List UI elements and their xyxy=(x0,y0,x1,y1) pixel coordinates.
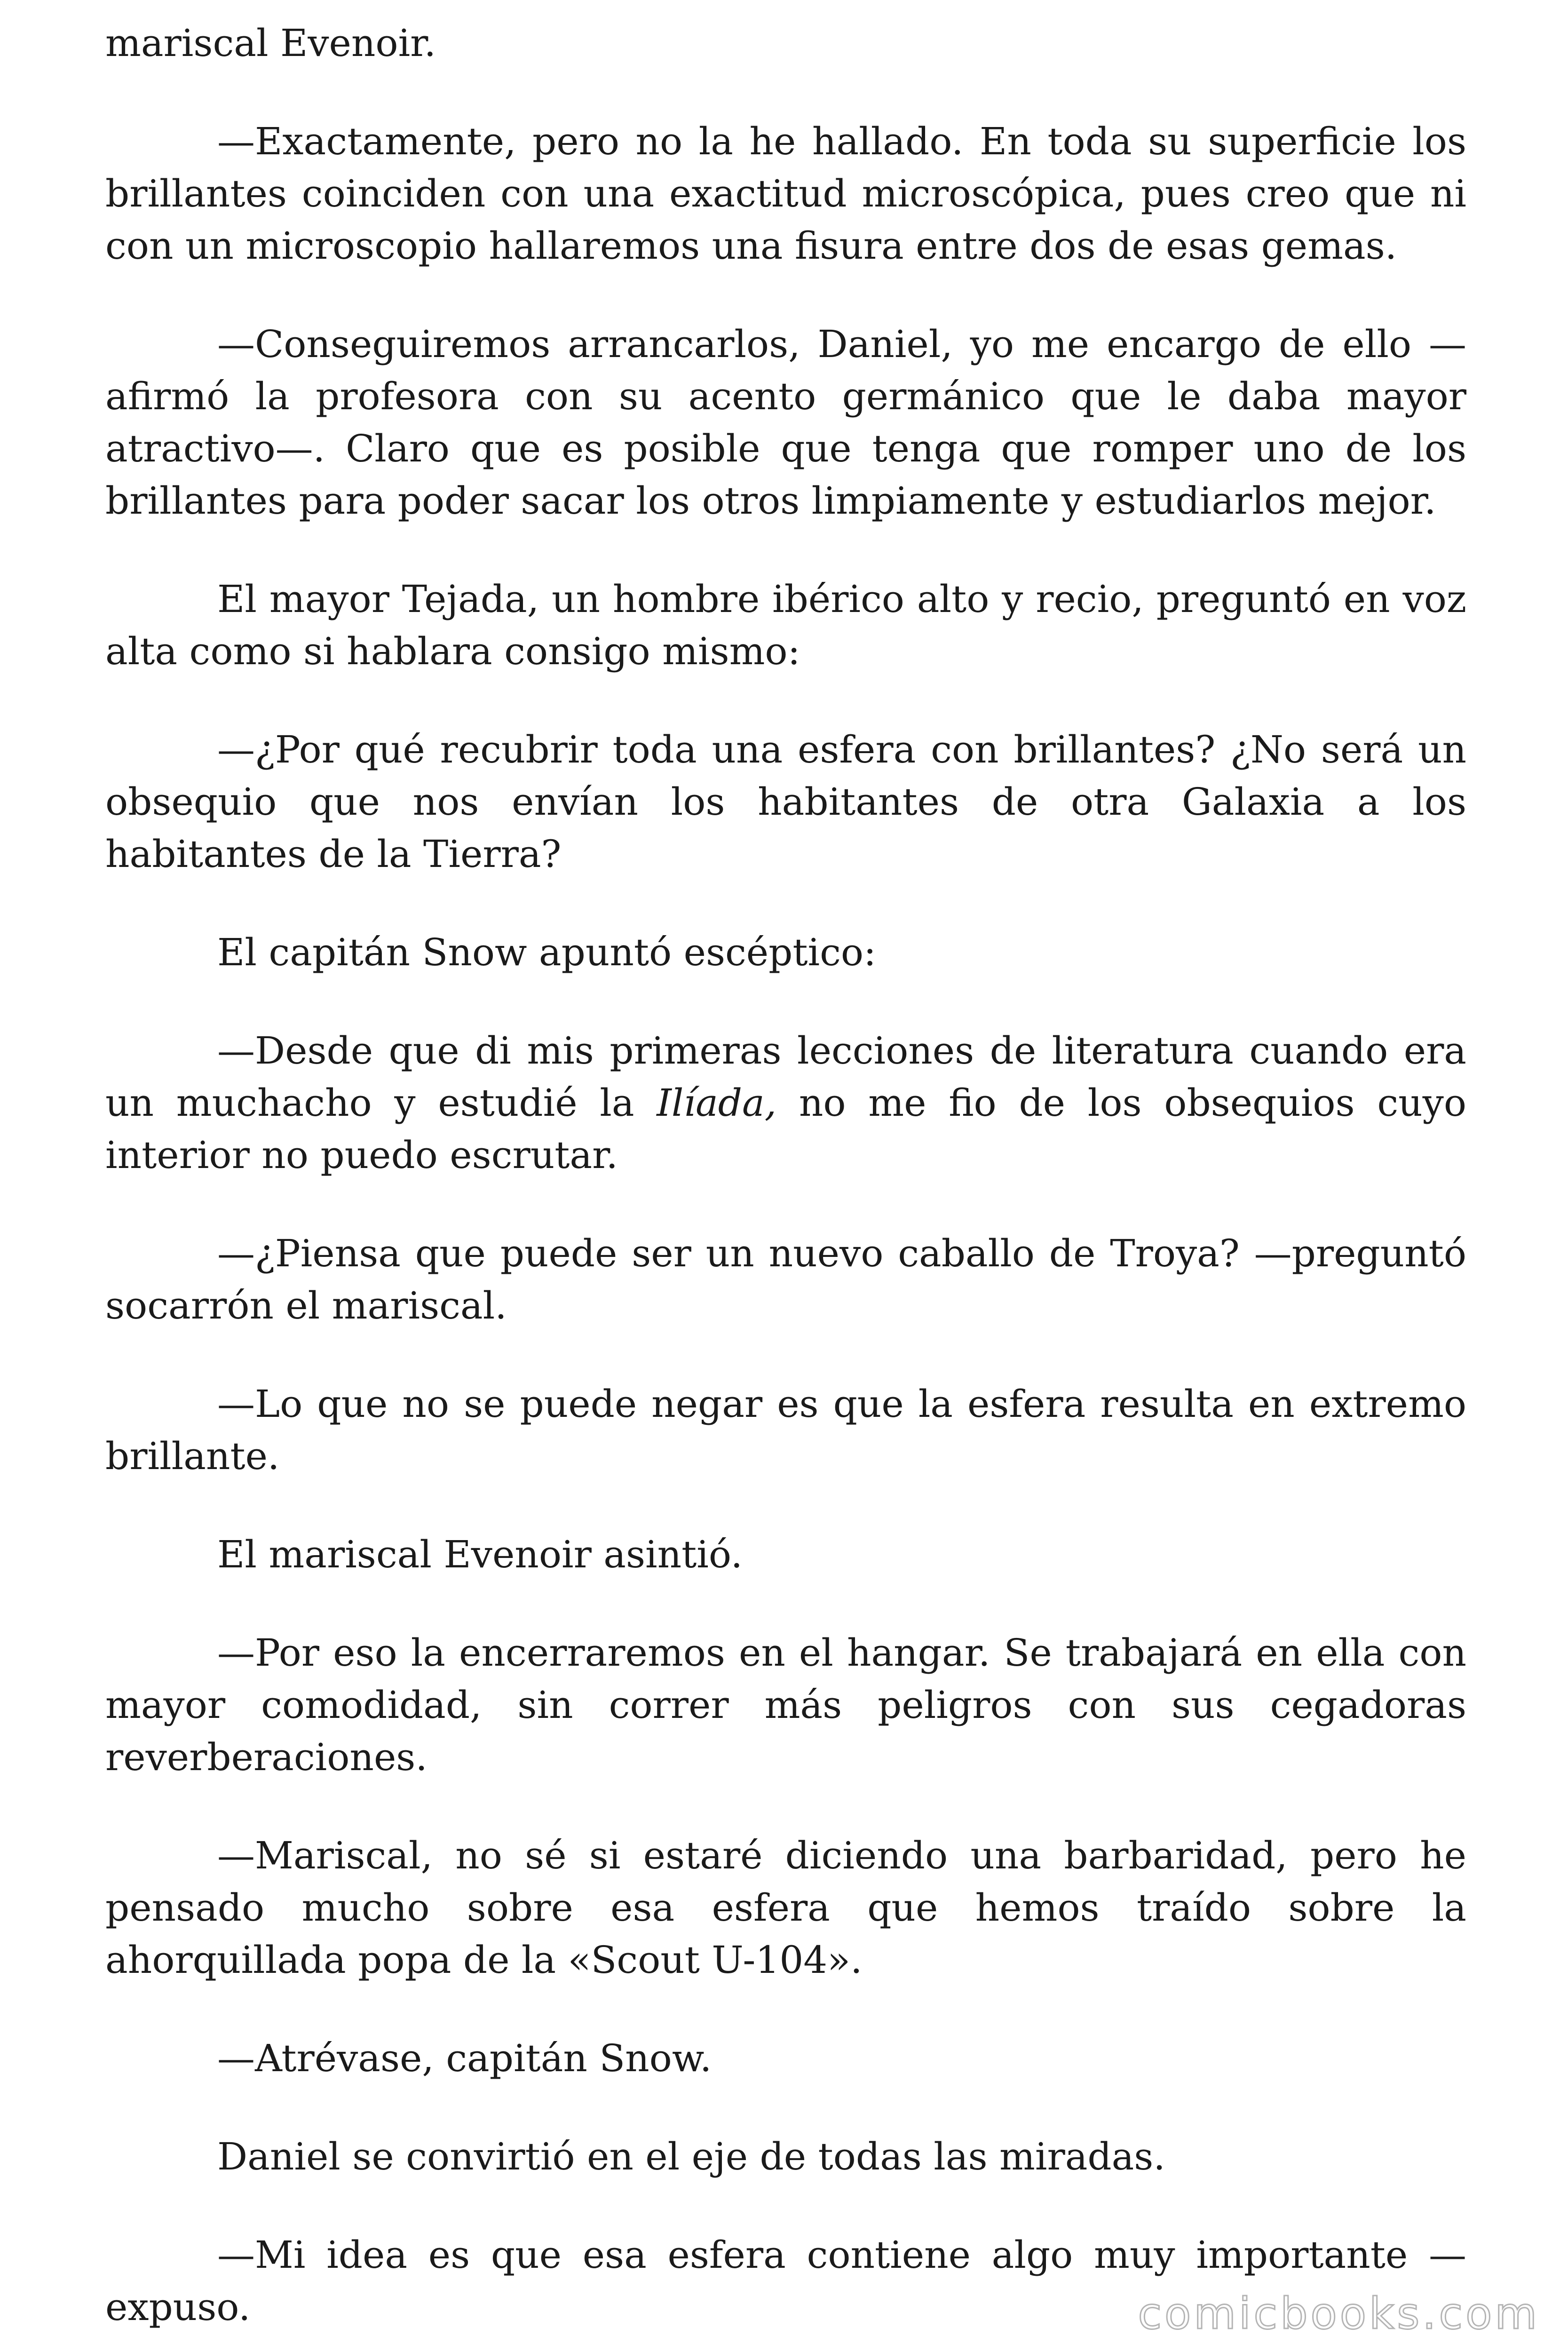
paragraph-8: —¿Piensa que puede ser un nuevo caballo de Troya? —preguntó socarrón el mariscal. xyxy=(105,1232,1466,1327)
paragraph-13: —Atrévase, capitán Snow. xyxy=(217,2036,712,2080)
paragraph-1: mariscal Evenoir. xyxy=(105,21,436,65)
paragraph-7-start: —Desde que di mis primeras lecciones de literatura cuando era un muchacho y estudié la xyxy=(105,1029,1466,1125)
book-title-iliad: Ilíada, xyxy=(657,1081,777,1125)
paragraph-10: El mariscal Evenoir asintió. xyxy=(217,1533,743,1576)
paragraph-15: —Mi idea es que esa esfera contiene algo muy importante —expuso. xyxy=(105,2233,1466,2329)
paragraph-5: —¿Por qué recubrir toda una esfera con brillantes? ¿No será un obsequio que nos envían los habitantes de otra Galaxia a los habitantes de la Tierra? xyxy=(105,728,1466,876)
paragraph-7 xyxy=(105,1025,1466,1181)
paragraph-9: —Lo que no se puede negar es que la esfera resulta en extremo brillante. xyxy=(105,1382,1466,1478)
paragraph-12: —Mariscal, no sé si estaré diciendo una barbaridad, pero he pensado mucho sobre esa esfera que hemos traído sobre la ahorquillada popa de la «Scout U-104». xyxy=(105,1834,1466,1982)
body-text xyxy=(105,17,1466,2333)
paragraph-11: —Por eso la encerraremos en el hangar. Se trabajará en ella con mayor comodidad, sin correr más peligros con sus cegadoras reverberaciones. xyxy=(105,1631,1466,1779)
watermark: comicbooks.com xyxy=(1138,2288,1540,2339)
paragraph-14: Daniel se convirtió en el eje de todas las miradas. xyxy=(217,2135,1165,2178)
paragraph-2: —Exactamente, pero no la he hallado. En toda su superficie los brillantes coinciden con una exactitud microscópica, pues creo que ni con un microscopio hallaremos una fisura entre dos de esas gemas. xyxy=(105,119,1466,268)
paragraph-6: El capitán Snow apuntó escéptico: xyxy=(217,930,877,974)
paragraph-7-end: no me fio de los obsequios cuyo interior no puedo escrutar. xyxy=(105,1081,1467,1177)
paragraph-3: —Conseguiremos arrancarlos, Daniel, yo me encargo de ello —afirmó la profesora con su acento germánico que le daba mayor atractivo—. Claro que es posible que tenga que romper uno de los brillantes para poder sacar los otros limpiamente y estudiarlos mejor. xyxy=(105,322,1466,523)
paragraph-4: El mayor Tejada, un hombre ibérico alto y recio, preguntó en voz alta como si hablara consigo mismo: xyxy=(105,577,1466,673)
